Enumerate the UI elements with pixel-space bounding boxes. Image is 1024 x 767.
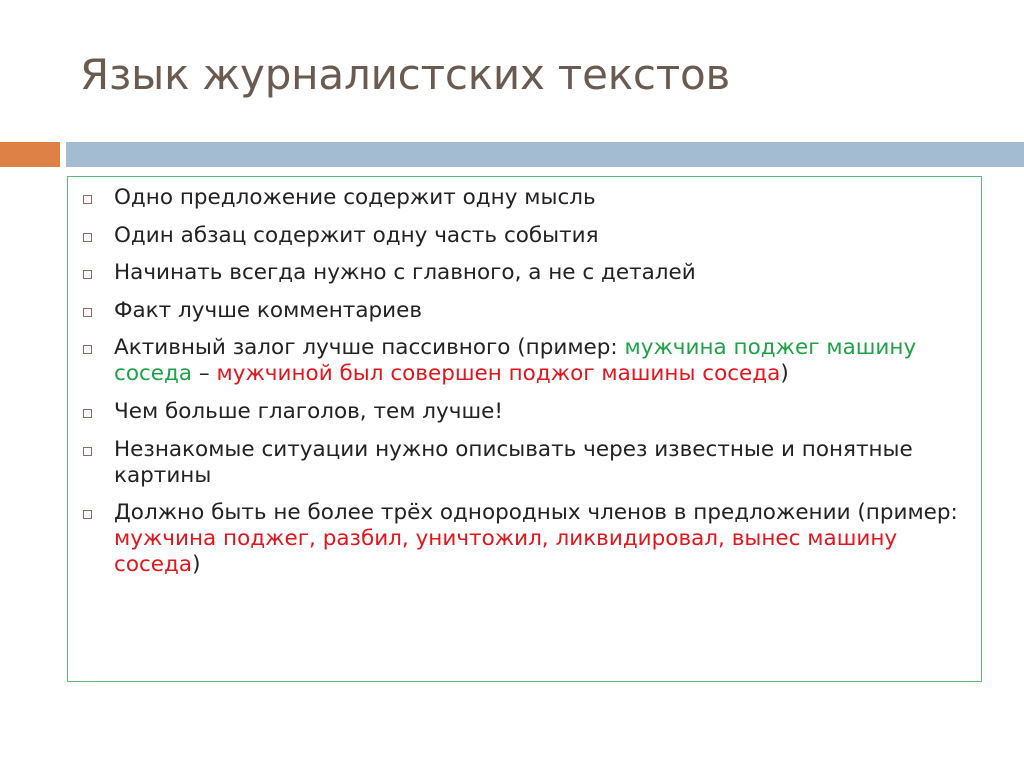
bullet-text-end: ) bbox=[780, 361, 789, 387]
bullet-text-end: ) bbox=[192, 552, 201, 578]
bullet-item bbox=[82, 260, 962, 286]
active-voice-example: мужчина поджег машину соседа bbox=[114, 335, 917, 387]
bullet-text: Начинать всегда нужно с главного, а не с деталей bbox=[114, 260, 696, 286]
bullet-item bbox=[82, 185, 962, 211]
square-bullet-icon bbox=[83, 308, 92, 317]
bullet-item bbox=[82, 399, 962, 425]
bullet-item bbox=[82, 437, 962, 489]
bullet-text: Должно быть не более трёх однородных членов в предложении (пример: bbox=[114, 500, 958, 526]
accent-bar-blue bbox=[66, 142, 1024, 167]
example-separator: – bbox=[192, 361, 217, 387]
passive-voice-example: мужчиной был совершен поджог машины соседа bbox=[216, 361, 781, 387]
square-bullet-icon bbox=[83, 195, 92, 204]
bullet-item bbox=[82, 335, 962, 387]
bullet-text: Чем больше глаголов, тем лучше! bbox=[114, 398, 503, 424]
accent-bar-orange bbox=[0, 142, 60, 167]
square-bullet-icon bbox=[83, 233, 92, 242]
square-bullet-icon bbox=[83, 345, 92, 354]
square-bullet-icon bbox=[83, 409, 92, 418]
homogeneous-members-example: мужчина поджег, разбил, уничтожил, ликвидировал, вынес машину соседа bbox=[114, 526, 898, 578]
bullet-list bbox=[82, 185, 962, 590]
bullet-text: Одно предложение содержит одну мысль bbox=[114, 185, 596, 210]
square-bullet-icon bbox=[83, 510, 92, 519]
bullet-item bbox=[82, 223, 962, 249]
bullet-text: Факт лучше комментариев bbox=[114, 297, 423, 323]
slide-title: Язык журналистских текстов bbox=[80, 50, 731, 99]
square-bullet-icon bbox=[83, 270, 92, 279]
bullet-text: Активный залог лучше пассивного (пример: bbox=[114, 335, 625, 361]
content-box bbox=[67, 176, 982, 682]
bullet-text: Один абзац содержит одну часть события bbox=[114, 222, 599, 248]
bullet-item bbox=[82, 500, 962, 578]
square-bullet-icon bbox=[83, 447, 92, 456]
bullet-item bbox=[82, 298, 962, 324]
bullet-text: Незнакомые ситуации нужно описывать через известные и понятные картины bbox=[114, 436, 913, 488]
